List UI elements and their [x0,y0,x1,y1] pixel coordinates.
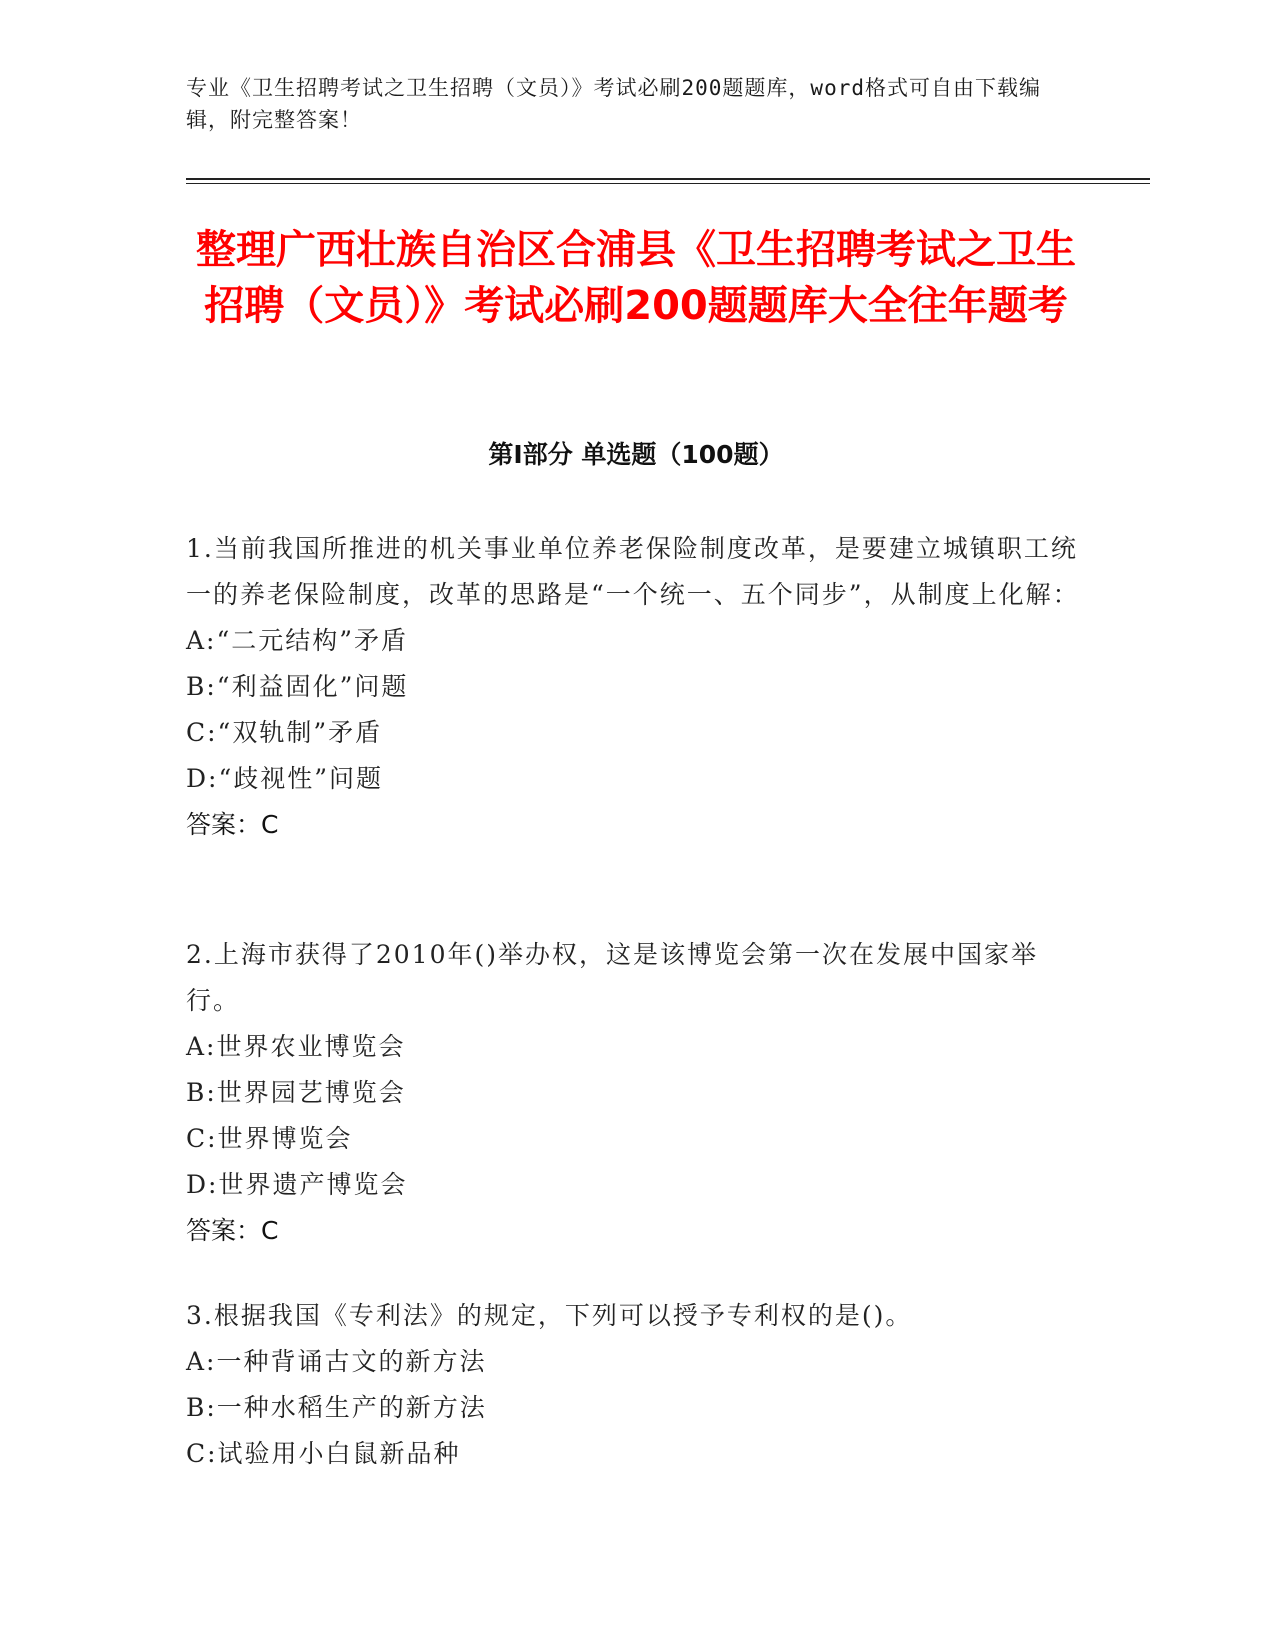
question-stem: 2.上海市获得了2010年()举办权，这是该博览会第一次在发展中国家举行。 [186,940,1038,1015]
option-b: B:世界园艺博览会 [186,1078,406,1107]
option-c: C:“双轨制”矛盾 [186,718,383,747]
header-divider-thick [186,178,1150,180]
option-b: B:“利益固化”问题 [186,672,409,701]
answer: 答案：C [186,1216,279,1245]
question-1 [186,526,1086,848]
option-d: D:世界遗产博览会 [186,1170,408,1199]
option-a: A:“二元结构”矛盾 [186,626,409,655]
header-divider-thin [186,183,1150,184]
question-3 [186,1293,1086,1477]
question-stem: 1.当前我国所推进的机关事业单位养老保险制度改革，是要建立城镇职工统一的养老保险制度，改革的思路是“一个统一、五个同步”，从制度上化解： [186,534,1080,609]
option-a: A:一种背诵古文的新方法 [186,1347,487,1376]
document-title: 整理广西壮族自治区合浦县《卫生招聘考试之卫生招聘（文员）》考试必刷200题题库大全往年题考 [196,227,1076,329]
option-c: C:世界博览会 [186,1124,353,1153]
question-stem: 3.根据我国《专利法》的规定，下列可以授予专利权的是()。 [186,1301,913,1330]
option-d: D:“歧视性”问题 [186,764,384,793]
option-a: A:世界农业博览会 [186,1032,406,1061]
answer: 答案：C [186,810,279,839]
section-title: 第Ⅰ部分 单选题（100题） [488,440,784,469]
option-b: B:一种水稻生产的新方法 [186,1393,487,1422]
option-c: C:试验用小白鼠新品种 [186,1439,461,1468]
question-2 [186,932,1086,1254]
header-note: 专业《卫生招聘考试之卫生招聘（文员）》考试必刷200题题库，word格式可自由下载编辑，附完整答案！ [186,76,1041,132]
